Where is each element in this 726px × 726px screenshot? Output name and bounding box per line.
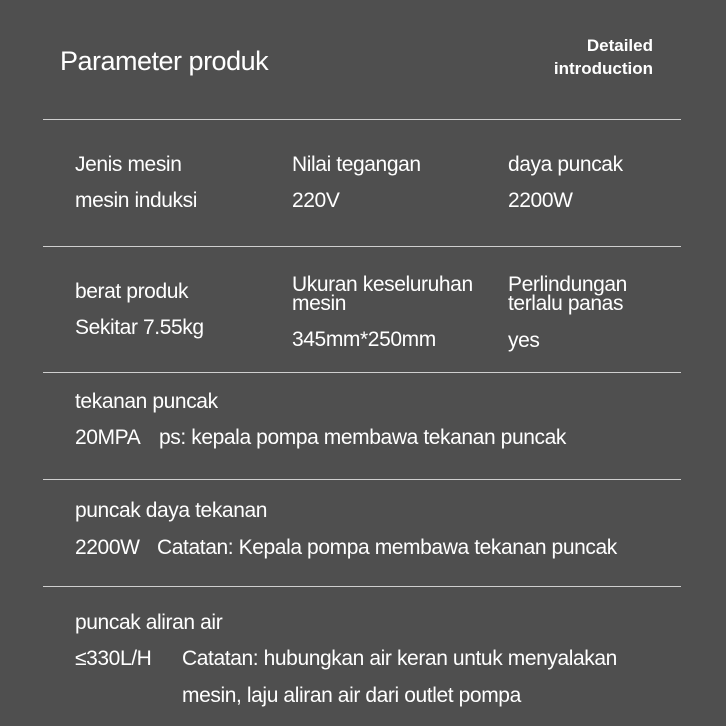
overheat-protection-label — [508, 275, 627, 313]
detail-line-2: introduction — [553, 59, 653, 78]
pressure-power-value: 2200W — [75, 536, 140, 559]
peak-pressure-value: 20MPA — [75, 426, 141, 449]
peak-power-label: daya puncak — [508, 153, 623, 176]
voltage-label: Nilai tegangan — [292, 153, 421, 176]
machine-type-value: mesin induksi — [75, 189, 198, 212]
detailed-introduction-label — [554, 34, 653, 80]
divider — [43, 372, 681, 373]
peak-power-value: 2200W — [508, 189, 573, 212]
pressure-power-label: puncak daya tekanan — [75, 499, 268, 522]
water-flow-label: puncak aliran air — [75, 611, 223, 634]
page-title: Parameter produk — [60, 46, 269, 76]
detail-line-1: Detailed — [586, 36, 653, 55]
dimensions-label — [292, 275, 473, 313]
dimensions-value: 345mm*250mm — [292, 328, 436, 351]
pressure-power-note: Catatan: Kepala pompa membawa tekanan puncak — [157, 536, 617, 559]
overheat-label-line-2: terlalu panas — [508, 292, 624, 315]
weight-label: berat produk — [75, 280, 189, 303]
water-flow-note-line-2: mesin, laju aliran air dari outlet pompa — [182, 684, 521, 707]
overheat-label-line-1: Perlindungan — [508, 273, 627, 296]
peak-pressure-label: tekanan puncak — [75, 390, 218, 413]
divider — [43, 479, 681, 480]
divider — [43, 246, 681, 247]
divider — [43, 119, 681, 120]
water-flow-note-line-1: Catatan: hubungkan air keran untuk menyalakan — [182, 647, 617, 670]
dimensions-label-line-1: Ukuran keseluruhan — [292, 273, 473, 296]
weight-value: Sekitar 7.55kg — [75, 316, 204, 339]
water-flow-value: ≤330L/H — [75, 647, 152, 670]
voltage-value: 220V — [292, 189, 340, 212]
dimensions-label-line-2: mesin — [292, 292, 347, 315]
peak-pressure-note: ps: kepala pompa membawa tekanan puncak — [159, 426, 566, 449]
divider — [43, 586, 681, 587]
overheat-protection-value: yes — [508, 329, 540, 352]
machine-type-label: Jenis mesin — [75, 153, 182, 176]
